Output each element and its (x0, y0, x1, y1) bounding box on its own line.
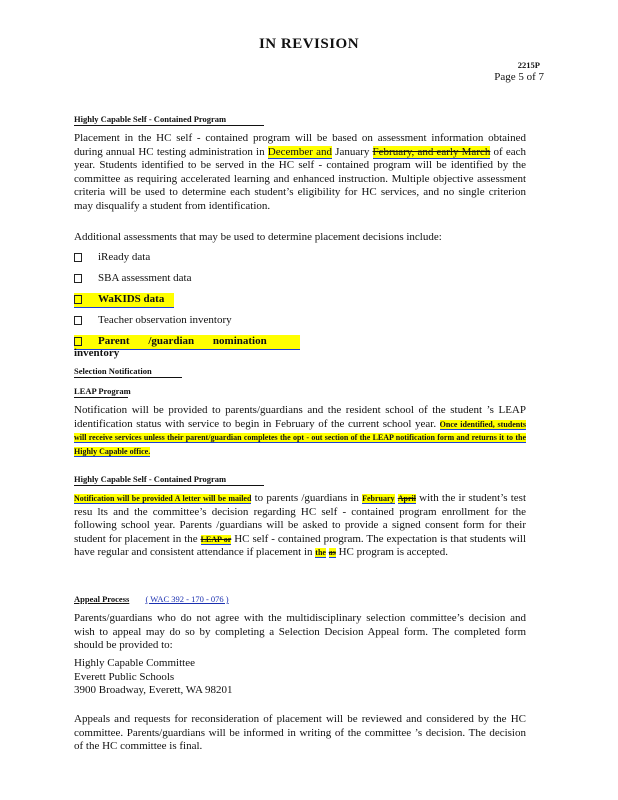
additional-assessments-intro: Additional assessments that may be used to determine placement decisions include: (74, 231, 442, 243)
placement-paragraph (74, 132, 526, 213)
list-item: Teacher observation inventory (74, 314, 232, 328)
wac-reference-link[interactable]: ( WAC 392 - 170 - 076 ) (145, 594, 229, 604)
placement-deleted-february: February, and early March (372, 145, 491, 158)
hc-deleted-april: April (397, 494, 416, 503)
appeal-heading-text: Appeal Process (74, 594, 130, 604)
committee-address (74, 657, 233, 698)
leap-notification-paragraph (74, 404, 526, 458)
hc-highlight-february: February (362, 494, 395, 503)
appeal-paragraph: Parents/guardians who do not agree with the multidisciplinary selection committee’s decision and wish to appeal may do so by completing a Selection Decision Appeal form. The completed form should be provided to: (74, 612, 526, 651)
list-item: SBA assessment data (74, 272, 192, 286)
list-item-highlighted: WaKIDS data (74, 293, 174, 308)
page-title: IN REVISION (258, 36, 360, 52)
hc-highlight-letter: A letter will be mailed (172, 494, 252, 503)
list-item-highlighted: Parent /guardian nomination inventory (74, 335, 300, 350)
section-heading-selection: Selection Notification (74, 366, 182, 378)
placement-text-b: January (332, 145, 373, 158)
hc-deleted-as: as (328, 548, 336, 557)
section-heading-hc-program-2: Highly Capable Self - Contained Program (74, 474, 264, 486)
address-line: 3900 Broadway, Everett, WA 98201 (74, 684, 233, 696)
placement-text-c: of each year. Students identified to be served in the HC self - contained program will be identified by the committee as requiring accelerated learning and enhanced instruction. Multiple objective assessment criteria will be used to determine each student’s eligibility for HC services, and no single criterion may disqualify a student from identification. (74, 145, 526, 212)
section-heading-appeal (74, 594, 229, 604)
hc-highlight-the: the (315, 548, 326, 557)
address-line: Everett Public Schools (74, 670, 175, 683)
bullet-box-icon (74, 316, 82, 325)
address-line: Highly Capable Committee (74, 657, 195, 669)
leap-text: Notification will be provided to parents/guardians and the resident school of the student ’s LEAP identification status with service to begin in February of the current school year. (74, 404, 526, 430)
reconsideration-paragraph: Appeals and requests for reconsideration of placement will be reviewed and considered by the HC committee. Parents/guardians will be informed in writing of the committee ’s decision. The decision of the HC committee is final. (74, 713, 526, 752)
bullet-box-icon (74, 295, 82, 304)
policy-code: 2215P (517, 60, 540, 70)
hc-deleted-leap: LEAP or (200, 534, 232, 544)
hc-notification-paragraph: Notification will be provided A letter will be mailed to parents /guardians in February April with the ir student’s test resu lts and the committee’s decision regarding HC self - contained program enrollment for the following school year. Parents /guardians will be asked to provide a signed consent form for their student for placement in the LEAP or HC self - contained program. The expectation is that students will have regular and consistent attendance if placement in the as HC program is accepted. (74, 492, 526, 558)
bullet-box-icon (74, 274, 82, 283)
page-number: Page 5 of 7 (494, 71, 544, 83)
list-item: iReady data (74, 251, 150, 265)
placement-text-a: Placement in the HC self - contained program will be based on assessment information obtained during annual HC testing administration in (74, 132, 526, 158)
section-heading-hc-program: Highly Capable Self - Contained Program (74, 114, 264, 126)
bullet-box-icon (74, 337, 82, 346)
leap-highlight-text: Once identified, students will receive services unless their parent/guardian completes the opt - out section of the LEAP notification form and returns it to the Highly Capable office. (74, 419, 526, 456)
bullet-box-icon (74, 253, 82, 262)
hc-highlight-notification: Notification will be provided (74, 494, 173, 503)
subheading-leap-program: LEAP Program (74, 386, 131, 396)
placement-highlight-december: December and (267, 145, 332, 158)
